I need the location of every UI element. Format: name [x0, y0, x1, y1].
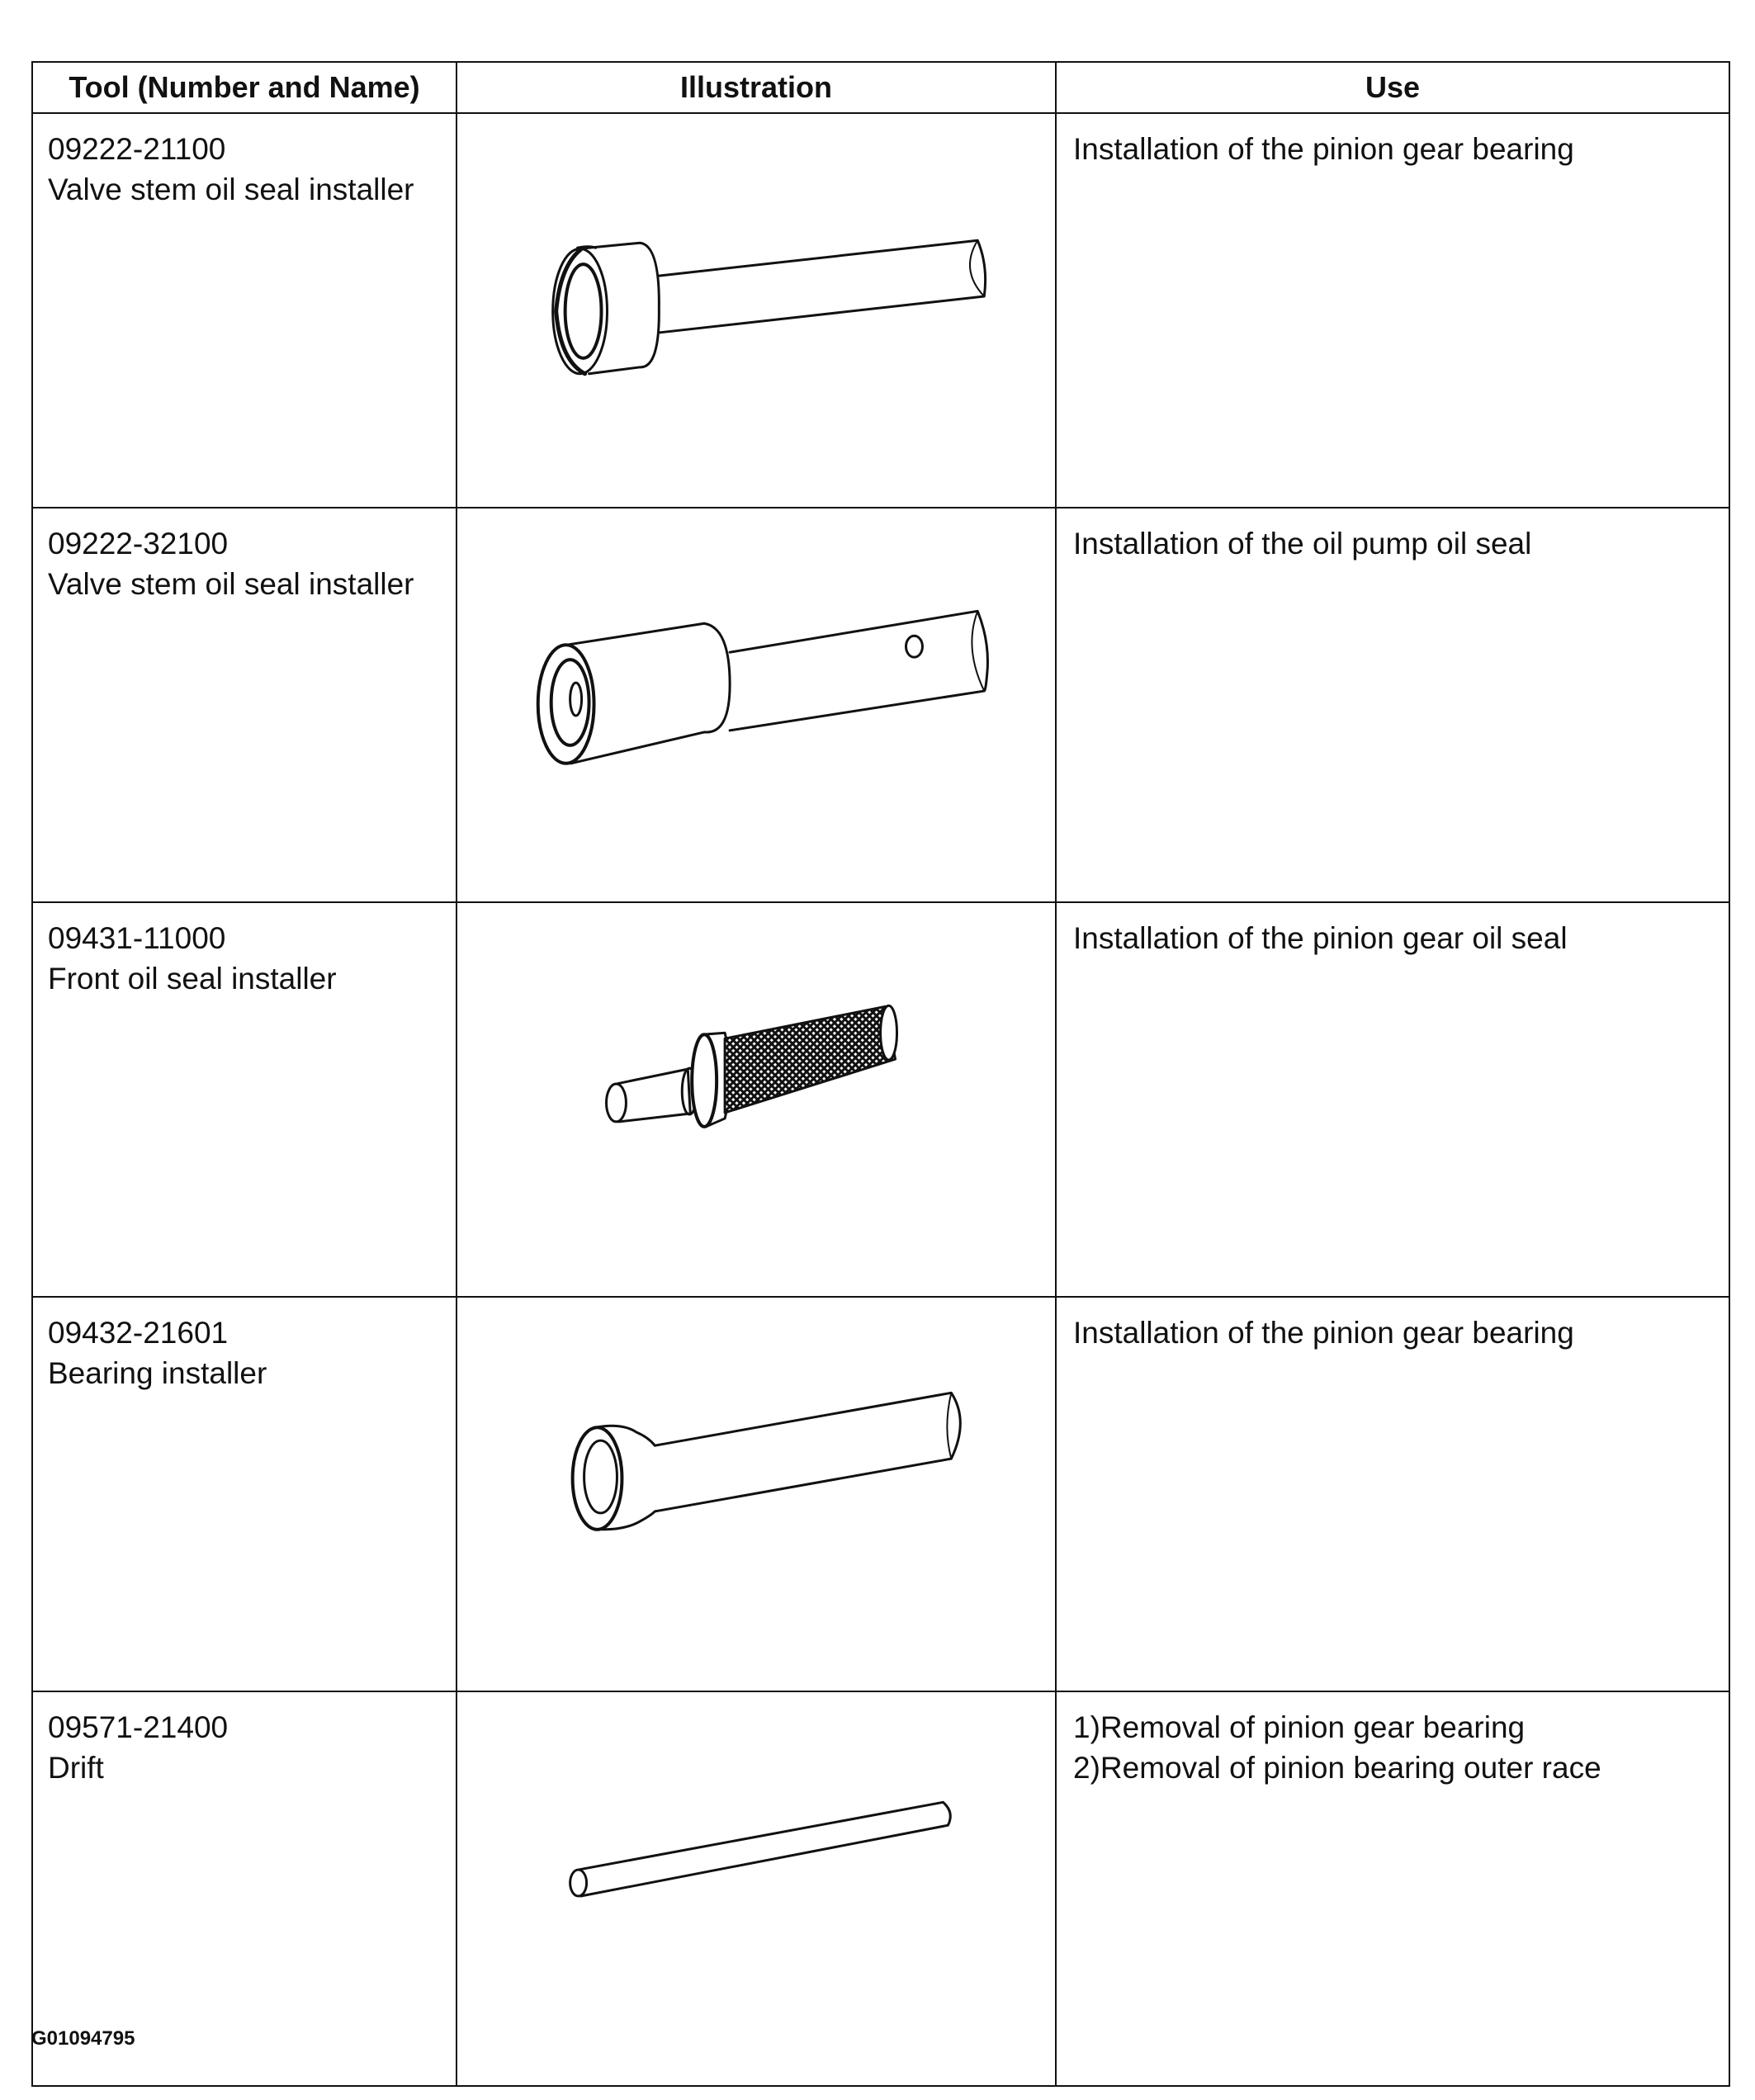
tool-name: Valve stem oil seal installer — [48, 567, 414, 601]
tool-number: 09571-21400 — [48, 1710, 229, 1744]
use-line: Installation of the oil pump oil seal — [1073, 527, 1532, 560]
drift-drawing — [457, 1692, 1055, 2085]
use-line: 2)Removal of pinion bearing outer race — [1073, 1751, 1601, 1785]
tool-name: Bearing installer — [48, 1356, 267, 1390]
table-row — [32, 902, 1729, 1297]
tool-cell — [32, 1297, 456, 1691]
use-cell — [1056, 1691, 1729, 2086]
valve-stem-oil-seal-installer-drawing — [457, 114, 1055, 507]
tool-number: 09222-21100 — [48, 132, 226, 166]
use-line: 1)Removal of pinion gear bearing — [1073, 1710, 1526, 1744]
tool-table-sheet — [31, 61, 1729, 2009]
table-row — [32, 508, 1729, 902]
front-oil-seal-installer-drawing — [457, 903, 1055, 1296]
illustration-cell — [456, 113, 1056, 508]
table-row — [32, 1691, 1729, 2086]
header-tool: Tool (Number and Name) — [32, 62, 456, 113]
tool-cell — [32, 113, 456, 508]
illustration-cell — [456, 508, 1056, 902]
use-line: Installation of the pinion gear bearing — [1073, 1316, 1574, 1350]
use-line: Installation of the pinion gear oil seal — [1073, 921, 1568, 955]
table-header-row — [32, 62, 1729, 113]
header-use: Use — [1056, 62, 1729, 113]
tool-name: Valve stem oil seal installer — [48, 173, 414, 206]
use-cell — [1056, 902, 1729, 1297]
use-cell — [1056, 508, 1729, 902]
header-illustration: Illustration — [456, 62, 1056, 113]
use-cell — [1056, 113, 1729, 508]
special-tools-table — [31, 61, 1730, 2087]
tool-cell — [32, 508, 456, 902]
tool-name: Drift — [48, 1751, 104, 1785]
table-row — [32, 113, 1729, 508]
illustration-cell — [456, 1691, 1056, 2086]
tool-cell — [32, 902, 456, 1297]
tool-number: 09222-32100 — [48, 527, 229, 560]
valve-stem-oil-seal-installer-drawing — [457, 508, 1055, 901]
illustration-cell — [456, 1297, 1056, 1691]
use-line: Installation of the pinion gear bearing — [1073, 132, 1574, 166]
table-row — [32, 1297, 1729, 1691]
tool-name: Front oil seal installer — [48, 962, 337, 996]
figure-id: G01094795 — [31, 2027, 135, 2050]
bearing-installer-drawing — [457, 1298, 1055, 1691]
tool-number: 09432-21601 — [48, 1316, 229, 1350]
tool-number: 09431-11000 — [48, 921, 226, 955]
illustration-cell — [456, 902, 1056, 1297]
use-cell — [1056, 1297, 1729, 1691]
